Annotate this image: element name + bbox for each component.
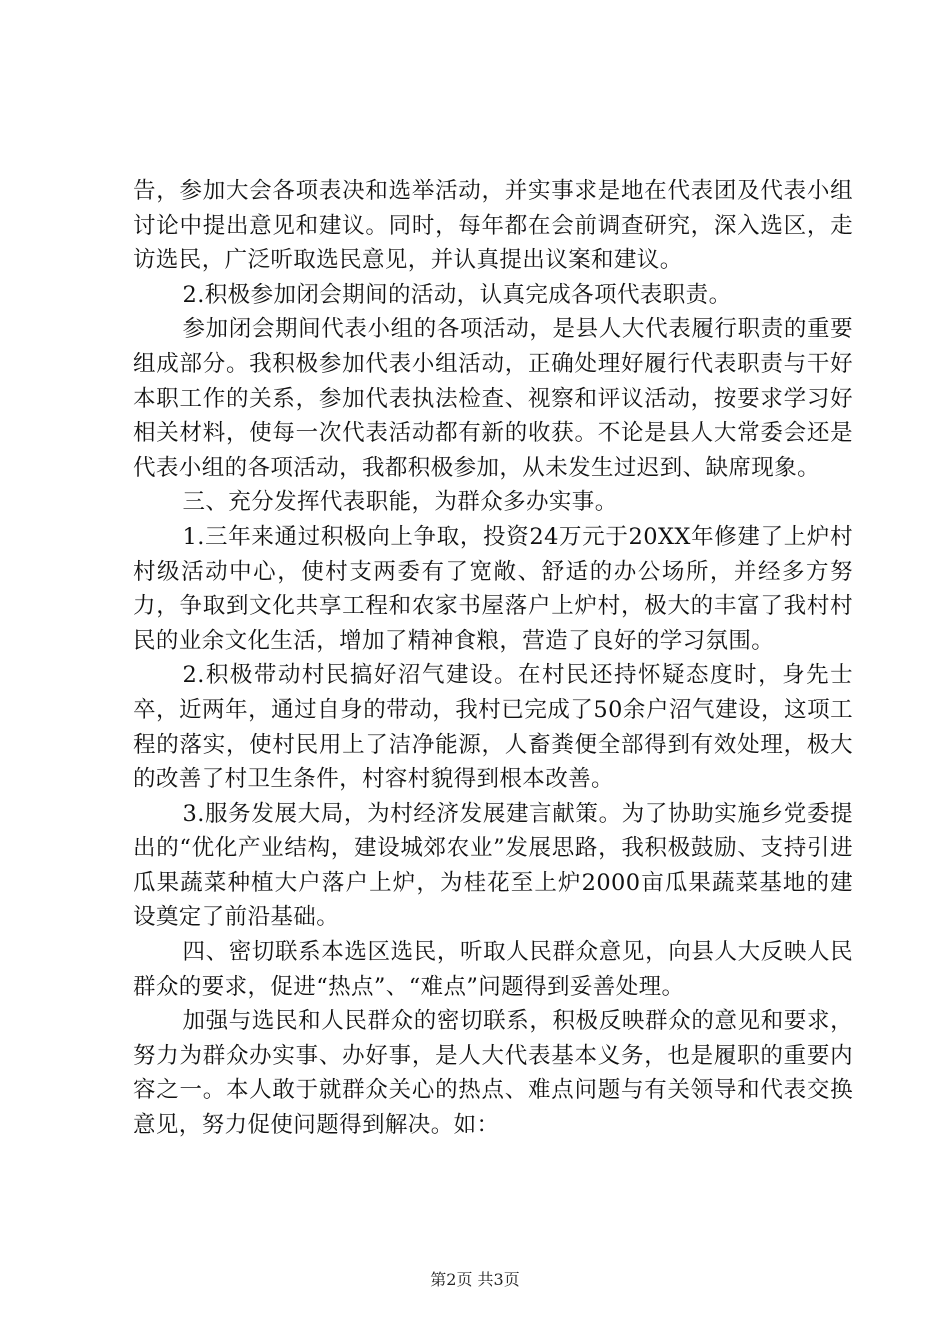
section-heading-3: 三、充分发挥代表职能，为群众多办实事。 [182,489,618,516]
paragraph-closed-session-activities: 参加闭会期间代表小组的各项活动，是县人大代表履行职责的重要组成部分。我积极参加代表小组活动，正确处理好履行代表职责与干好本职工作的关系，参加代表执法检查、视察和评议活动，按要求学习好相关材料，使每一次代表活动都有新的收获。不论是县人大常委会还是代表小组的各项活动，我都积极参加，从未发生过迟到、缺席现象。 [133,316,853,481]
section-heading-4: 四、密切联系本选区选民，听取人民群众意见，向县人大反映人民群众的要求，促进“热点”、“难点”问题得到妥善处理。 [133,939,853,1000]
paragraph-continuation: 告，参加大会各项表决和选举活动，并实事求是地在代表团及代表小组讨论中提出意见和建议。同时，每年都在会前调查研究，深入选区，走访选民，广泛听取选民意见，并认真提出议案和建议。 [133,178,853,274]
paragraph-item-2-heading: 2.积极参加闭会期间的活动，认真完成各项代表职责。 [182,281,732,308]
document-body [133,174,853,1143]
page-number-footer: 第2页 共3页 [430,1270,520,1289]
paragraph-development: 3.服务发展大局，为村经济发展建言献策。为了协助实施乡党委提出的“优化产业结构，建设城郊农业”发展思路，我积极鼓励、支持引进瓜果蔬菜种植大户落户上炉，为桂花至上炉2000亩瓜果蔬菜基地的建设奠定了前沿基础。 [133,800,853,931]
paragraph-biogas: 2.积极带动村民搞好沼气建设。在村民还持怀疑态度时，身先士卒，近两年，通过自身的带动，我村已完成了50余户沼气建设，这项工程的落实，使村民用上了洁净能源，人畜粪便全部得到有效处理，极大的改善了村卫生条件，村容村貌得到根本改善。 [133,662,853,793]
paragraph-activity-center: 1.三年来通过积极向上争取，投资24万元于20XX年修建了上炉村村级活动中心，使村支两委有了宽敞、舒适的办公场所，并经多方努力，争取到文化共享工程和农家书屋落户上炉村，极大的丰富了我村村民的业余文化生活，增加了精神食粮，营造了良好的学习氛围。 [133,523,853,654]
paragraph-contact-voters: 加强与选民和人民群众的密切联系，积极反映群众的意见和要求，努力为群众办实事、办好事，是人大代表基本义务，也是履职的重要内容之一。本人敢于就群众关心的热点、难点问题与有关领导和代表交换意见，努力促使问题得到解决。如： [133,1008,853,1139]
